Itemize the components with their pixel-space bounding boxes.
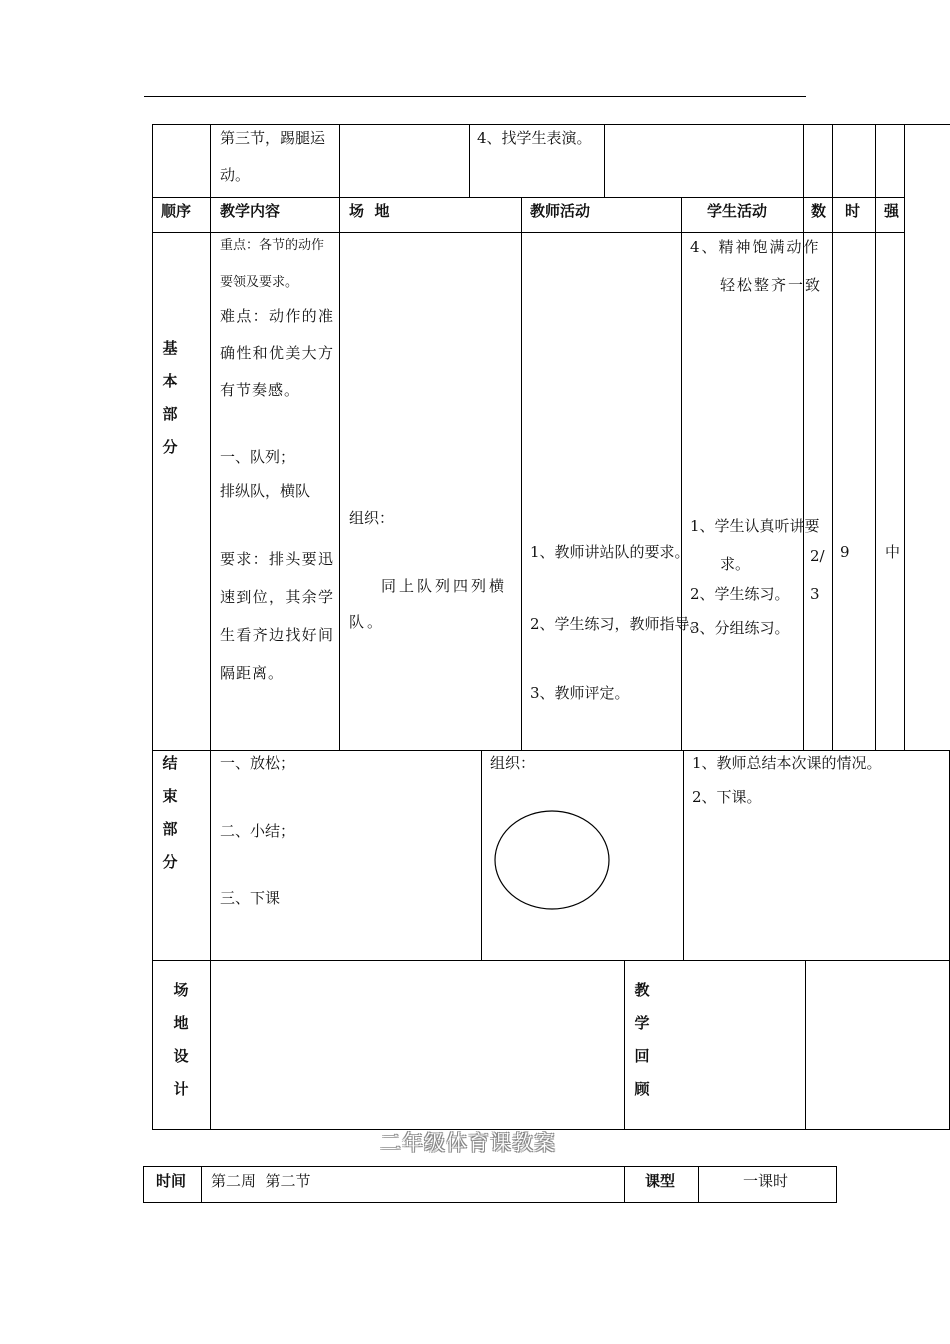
basic-student-2: 2、学生练习。 bbox=[690, 585, 790, 603]
table-line bbox=[210, 124, 211, 961]
table-line bbox=[210, 960, 211, 1130]
basic-venue-desc: 同上队列四列横队。 bbox=[349, 577, 508, 631]
table-line bbox=[904, 124, 905, 751]
ending-item-relax: 一、放松； bbox=[220, 754, 296, 772]
next-plan-time-label: 时间 bbox=[156, 1172, 187, 1190]
table-line bbox=[832, 124, 833, 751]
ending-teacher-2: 2、下课。 bbox=[692, 788, 762, 806]
table-line bbox=[143, 1166, 144, 1203]
next-plan-title: 二年级体育课教案 bbox=[380, 1131, 556, 1155]
basic-intensity: 中 bbox=[885, 543, 901, 561]
top-teacher-cell: 4、找学生表演。 bbox=[477, 129, 592, 147]
header-student-activity: 学生活动 bbox=[707, 202, 768, 220]
top-content-cell: 第三节，踢腿运 bbox=[220, 129, 326, 147]
table-line bbox=[604, 124, 605, 198]
ending-org: 组织： bbox=[490, 754, 536, 772]
ending-part-label: 结束部分 bbox=[162, 754, 178, 871]
header-count: 数 bbox=[811, 202, 827, 220]
formation-circle bbox=[495, 811, 609, 909]
basic-student-1: 1、学生认真听讲要求。 bbox=[690, 517, 820, 573]
table-border-left bbox=[152, 124, 153, 1130]
table-line bbox=[143, 1202, 836, 1203]
table-line bbox=[904, 124, 950, 125]
venue-design-label: 场地设计 bbox=[173, 981, 189, 1098]
basic-part-label: 基本部分 bbox=[162, 339, 178, 456]
formation-circle-diagram bbox=[493, 810, 613, 912]
header-time: 时 bbox=[845, 202, 861, 220]
basic-requirement: 要求：排头要迅速到位，其余学生看齐边找好间隔距离。 bbox=[220, 550, 334, 682]
table-line bbox=[681, 197, 682, 751]
table-line bbox=[521, 197, 522, 751]
ending-item-dismiss: 三、下课 bbox=[220, 889, 281, 907]
table-line bbox=[875, 124, 876, 751]
table-line bbox=[698, 1166, 699, 1203]
page-header-rule bbox=[144, 96, 806, 97]
table-line bbox=[481, 750, 482, 961]
basic-teacher-2: 2、学生练习，教师指导。 bbox=[530, 615, 705, 633]
table-line bbox=[624, 1166, 625, 1203]
basic-teacher-1: 1、教师讲站队的要求。 bbox=[530, 543, 690, 561]
basic-count: 2/3 bbox=[810, 547, 825, 603]
basic-key-point-cont: 要领及要求。 bbox=[220, 275, 299, 290]
header-teacher-activity: 教师活动 bbox=[530, 202, 591, 220]
ending-item-summary: 二、小结； bbox=[220, 822, 296, 840]
next-plan-type-value: 一课时 bbox=[743, 1172, 789, 1190]
table-line bbox=[339, 124, 340, 751]
next-plan-type-label: 课型 bbox=[645, 1172, 676, 1190]
basic-venue-org: 组织： bbox=[349, 509, 395, 527]
top-content-cell-cont: 动。 bbox=[220, 166, 251, 184]
basic-difficulty: 难点：动作的准确性和优美大方有节奏感。 bbox=[220, 307, 334, 399]
basic-student-top: 4、精神饱满动作轻松整齐一致 bbox=[690, 238, 823, 294]
table-line bbox=[836, 1166, 837, 1203]
header-intensity: 强 bbox=[884, 202, 900, 220]
teaching-review-label: 教学回顾 bbox=[634, 981, 650, 1098]
basic-key-point: 重点：各节的动作 bbox=[220, 238, 325, 253]
basic-student-3: 3、分组练习。 bbox=[690, 619, 790, 637]
table-line bbox=[805, 960, 806, 1130]
basic-item1-desc: 排纵队，横队 bbox=[220, 482, 311, 500]
table-line bbox=[683, 750, 684, 961]
table-line bbox=[803, 124, 804, 751]
table-line bbox=[624, 960, 625, 1130]
basic-teacher-3: 3、教师评定。 bbox=[530, 684, 630, 702]
next-plan-time-value: 第二周 第二节 bbox=[211, 1172, 311, 1190]
table-line bbox=[152, 960, 949, 961]
header-order: 顺序 bbox=[161, 202, 192, 220]
header-venue: 场 地 bbox=[349, 202, 390, 220]
basic-time: 9 bbox=[840, 543, 850, 561]
table-line bbox=[469, 124, 470, 198]
header-content: 教学内容 bbox=[220, 202, 281, 220]
basic-item1-title: 一、队列； bbox=[220, 448, 296, 466]
table-line bbox=[201, 1166, 202, 1203]
ending-teacher-1: 1、教师总结本次课的情况。 bbox=[692, 754, 882, 772]
